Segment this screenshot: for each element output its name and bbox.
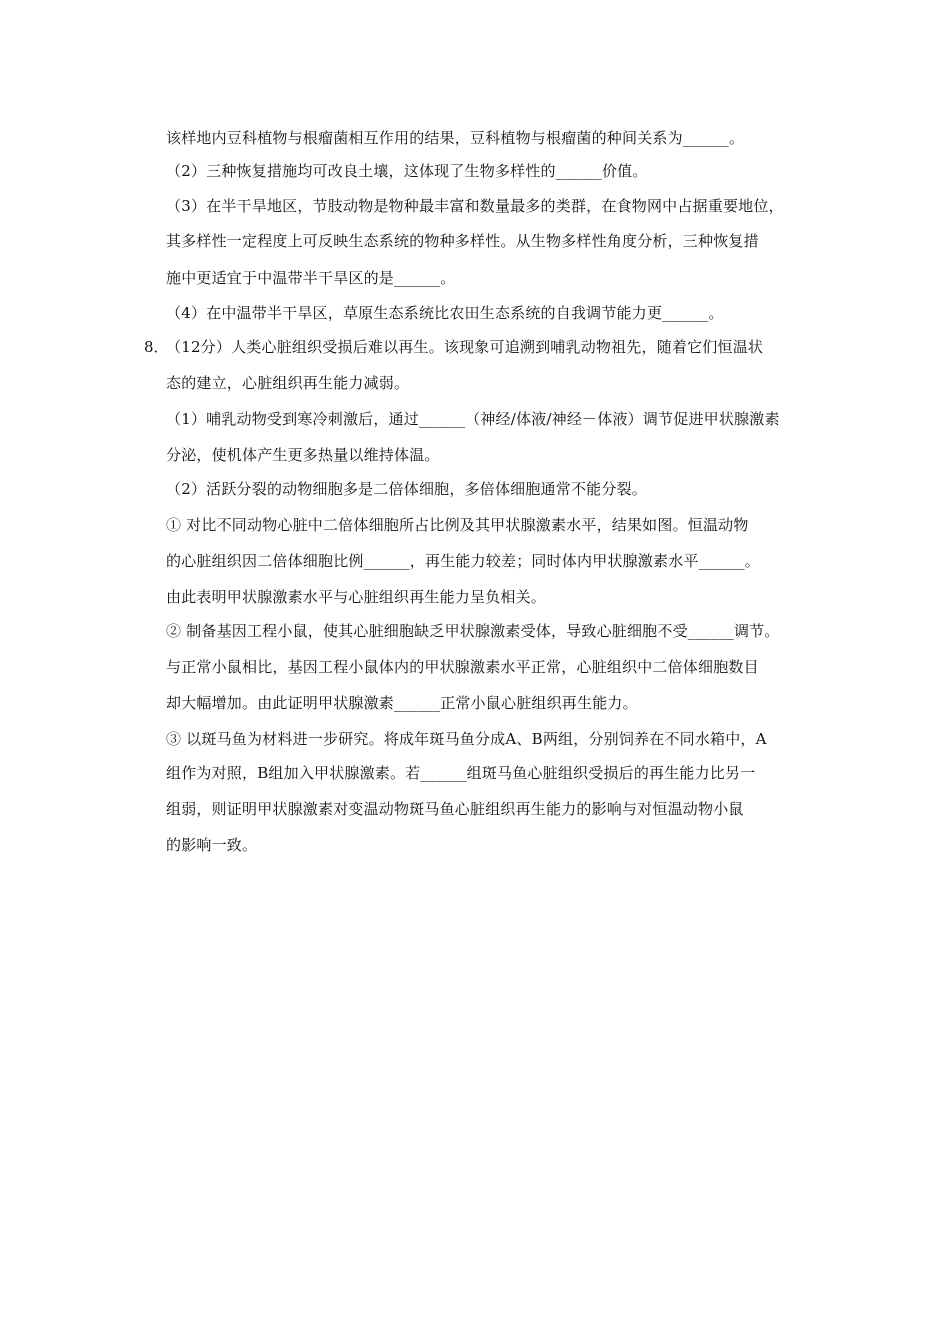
text-line: 却大幅增加。由此证明甲状腺激素______正常小鼠心脏组织再生能力。 [166, 694, 638, 712]
text-line: （4）在中温带半干旱区，草原生态系统比农田生态系统的自我调节能力更______。 [166, 304, 724, 322]
text-line: 的影响一致。 [166, 836, 258, 854]
text-line: ② 制备基因工程小鼠，使其心脏细胞缺乏甲状腺激素受体，导致心脏细胞不受______调节。 [166, 622, 780, 640]
question-number: 8． [144, 338, 169, 356]
text-line: 该样地内豆科植物与根瘤菌相互作用的结果，豆科植物与根瘤菌的种间关系为______。 [166, 129, 745, 147]
text-line: 的心脏组织因二倍体细胞比例______，再生能力较差；同时体内甲状腺激素水平______。 [166, 552, 761, 570]
text-line: 其多样性一定程度上可反映生态系统的物种多样性。从生物多样性角度分析，三种恢复措 [166, 232, 759, 250]
text-line: 与正常小鼠相比，基因工程小鼠体内的甲状腺激素水平正常，心脏组织中二倍体细胞数目 [166, 658, 759, 676]
text-line: （1）哺乳动物受到寒冷刺激后，通过______（神经/体液/神经－体液）调节促进甲状腺激素 [166, 410, 780, 428]
text-line: 由此表明甲状腺激素水平与心脏组织再生能力呈负相关。 [166, 588, 547, 606]
text-line: （3）在半干旱地区，节肢动物是物种最丰富和数量最多的类群，在食物网中占据重要地位， [166, 197, 784, 215]
text-line: ① 对比不同动物心脏中二倍体细胞所占比例及其甲状腺激素水平，结果如图。恒温动物 [166, 516, 749, 534]
text-line: （12分）人类心脏组织受损后难以再生。该现象可追溯到哺乳动物祖先，随着它们恒温状 [166, 338, 764, 356]
text-line: （2）活跃分裂的动物细胞多是二倍体细胞，多倍体细胞通常不能分裂。 [166, 480, 647, 498]
text-line: 分泌，使机体产生更多热量以维持体温。 [166, 446, 440, 464]
text-line: ③ 以斑马鱼为材料进一步研究。将成年斑马鱼分成A、B两组，分别饲养在不同水箱中，A [166, 730, 767, 748]
text-line: 组作为对照，B组加入甲状腺激素。若______组斑马鱼心脏组织受损后的再生能力比另一 [166, 764, 756, 782]
text-line: 组弱，则证明甲状腺激素对变温动物斑马鱼心脏组织再生能力的影响与对恒温动物小鼠 [166, 800, 744, 818]
text-line: （2）三种恢复措施均可改良土壤，这体现了生物多样性的______价值。 [166, 162, 648, 180]
text-line: 态的建立，心脏组织再生能力减弱。 [166, 374, 410, 392]
text-line: 施中更适宜于中温带半干旱区的是______。 [166, 269, 456, 287]
